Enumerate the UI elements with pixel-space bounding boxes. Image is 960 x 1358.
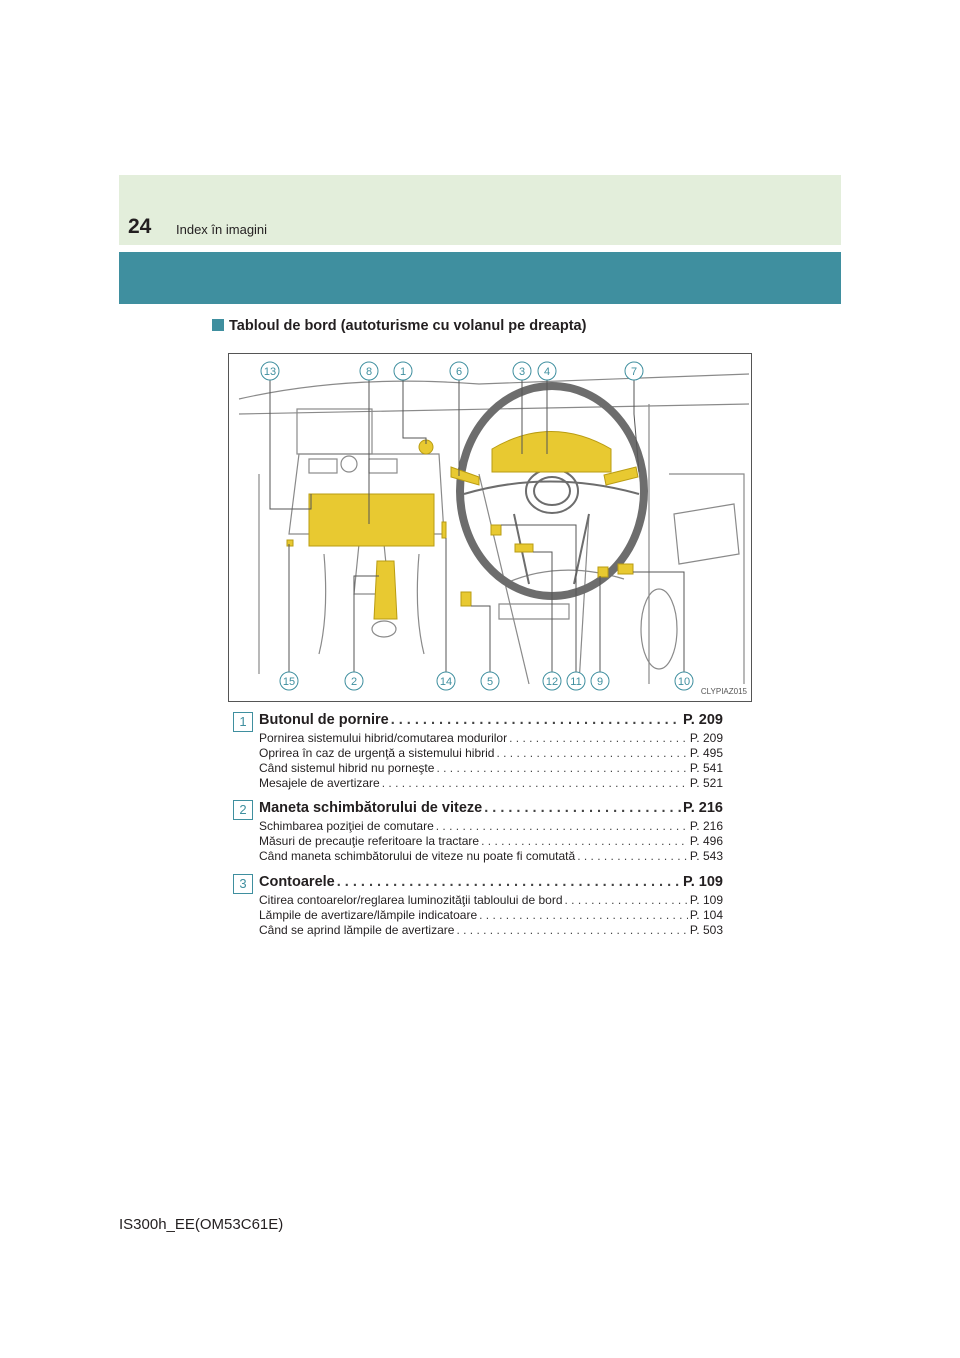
callout-11-label: 11 bbox=[570, 676, 582, 688]
sub-page: P. 216 bbox=[689, 819, 723, 833]
sub-page: P. 209 bbox=[689, 731, 723, 745]
callout-7-label: 7 bbox=[630, 366, 638, 378]
entry-3-sub-2[interactable] bbox=[259, 908, 723, 922]
square-bullet-icon bbox=[212, 319, 224, 331]
sub-text: Mesajele de avertizare bbox=[259, 776, 380, 790]
callout-1 bbox=[394, 362, 412, 380]
entry-number-1: 1 bbox=[233, 712, 253, 732]
entry-number-3: 3 bbox=[233, 874, 253, 894]
entry-2-sub-3[interactable] bbox=[259, 849, 723, 863]
entry-3-sub-3[interactable] bbox=[259, 923, 723, 937]
sub-text: Oprirea în caz de urgenţă a sistemului hibrid bbox=[259, 746, 495, 760]
entry-1-sub-2[interactable] bbox=[259, 746, 723, 760]
entry-1-main[interactable] bbox=[259, 712, 723, 728]
sub-page: P. 109 bbox=[689, 893, 723, 907]
entry-2-sub-1[interactable] bbox=[259, 819, 723, 833]
entry-2-sub-2[interactable] bbox=[259, 834, 723, 848]
sub-page: P. 495 bbox=[689, 746, 723, 760]
entry-1-sub-4[interactable] bbox=[259, 776, 723, 790]
entry-3-sub-1[interactable] bbox=[259, 893, 723, 907]
callout-10-label: 10 bbox=[677, 676, 691, 688]
callout-15 bbox=[280, 672, 298, 690]
sub-page: P. 503 bbox=[689, 923, 723, 937]
callout-4-label: 4 bbox=[543, 366, 551, 378]
callout-15-label: 15 bbox=[282, 676, 296, 688]
entry-3-title: Contoarele bbox=[259, 874, 335, 890]
sub-page: P. 104 bbox=[689, 908, 723, 922]
callout-9 bbox=[591, 672, 609, 690]
sub-page: P. 496 bbox=[689, 834, 723, 848]
sub-text: Când se aprind lămpile de avertizare bbox=[259, 923, 455, 937]
callout-5-label: 5 bbox=[486, 676, 494, 688]
callout-4 bbox=[538, 362, 556, 380]
callout-2 bbox=[345, 672, 363, 690]
entry-3-main[interactable] bbox=[259, 874, 723, 890]
section-heading bbox=[212, 318, 586, 334]
sub-text: Schimbarea poziţiei de comutare bbox=[259, 819, 434, 833]
callout-3 bbox=[513, 362, 531, 380]
callout-12-label: 12 bbox=[545, 676, 559, 688]
callout-2-label: 2 bbox=[350, 676, 358, 688]
dashboard-illustration bbox=[228, 353, 752, 702]
section-bar bbox=[119, 252, 841, 304]
sub-text: Când sistemul hibrid nu porneşte bbox=[259, 761, 435, 775]
callout-10 bbox=[675, 672, 693, 690]
figure-code: CLYPIAZ015 bbox=[700, 687, 747, 696]
sub-text: Pornirea sistemului hibrid/comutarea modurilor bbox=[259, 731, 508, 745]
entry-1-sub-3[interactable] bbox=[259, 761, 723, 775]
callout-3-label: 3 bbox=[518, 366, 526, 378]
callout-7 bbox=[625, 362, 643, 380]
entry-2-title: Maneta schimbătorului de viteze bbox=[259, 800, 483, 816]
sub-text: Când maneta schimbătorului de viteze nu poate fi comutată bbox=[259, 849, 576, 863]
callout-6 bbox=[450, 362, 468, 380]
callout-14 bbox=[437, 672, 455, 690]
sub-page: P. 521 bbox=[689, 776, 723, 790]
section-title: Tabloul de bord (autoturisme cu volanul pe dreapta) bbox=[229, 318, 587, 334]
sub-page: P. 541 bbox=[689, 761, 723, 775]
entry-1-page: P. 209 bbox=[682, 712, 723, 728]
header-title: Index în imagini bbox=[176, 222, 268, 237]
callout-14-label: 14 bbox=[439, 676, 453, 688]
sub-text: Măsuri de precauţie referitoare la tractare bbox=[259, 834, 480, 848]
entry-1-sub-1[interactable] bbox=[259, 731, 723, 745]
sub-text: Lămpile de avertizare/lămpile indicatoare bbox=[259, 908, 478, 922]
callout-8-label: 8 bbox=[365, 366, 373, 378]
callout-9-label: 9 bbox=[596, 676, 604, 688]
footer-code: IS300h_EE(OM53C61E) bbox=[119, 1216, 284, 1233]
entry-2-main[interactable] bbox=[259, 800, 723, 816]
dashboard-drawing bbox=[229, 354, 751, 701]
callout-12 bbox=[543, 672, 561, 690]
callout-13 bbox=[261, 362, 279, 380]
callout-11 bbox=[567, 672, 585, 690]
callout-13-label: 13 bbox=[263, 366, 277, 378]
page-number: 24 bbox=[128, 215, 152, 238]
entry-number-2: 2 bbox=[233, 800, 253, 820]
callout-8 bbox=[360, 362, 378, 380]
callout-6-label: 6 bbox=[455, 366, 463, 378]
entry-3-page: P. 109 bbox=[682, 874, 723, 890]
callout-1-label: 1 bbox=[399, 366, 407, 378]
sub-page: P. 543 bbox=[689, 849, 723, 863]
entry-1-title: Butonul de pornire bbox=[259, 712, 389, 728]
entry-2-page: P. 216 bbox=[682, 800, 723, 816]
callout-5 bbox=[481, 672, 499, 690]
sub-text: Citirea contoarelor/reglarea luminozităţii tabloului de bord bbox=[259, 893, 563, 907]
